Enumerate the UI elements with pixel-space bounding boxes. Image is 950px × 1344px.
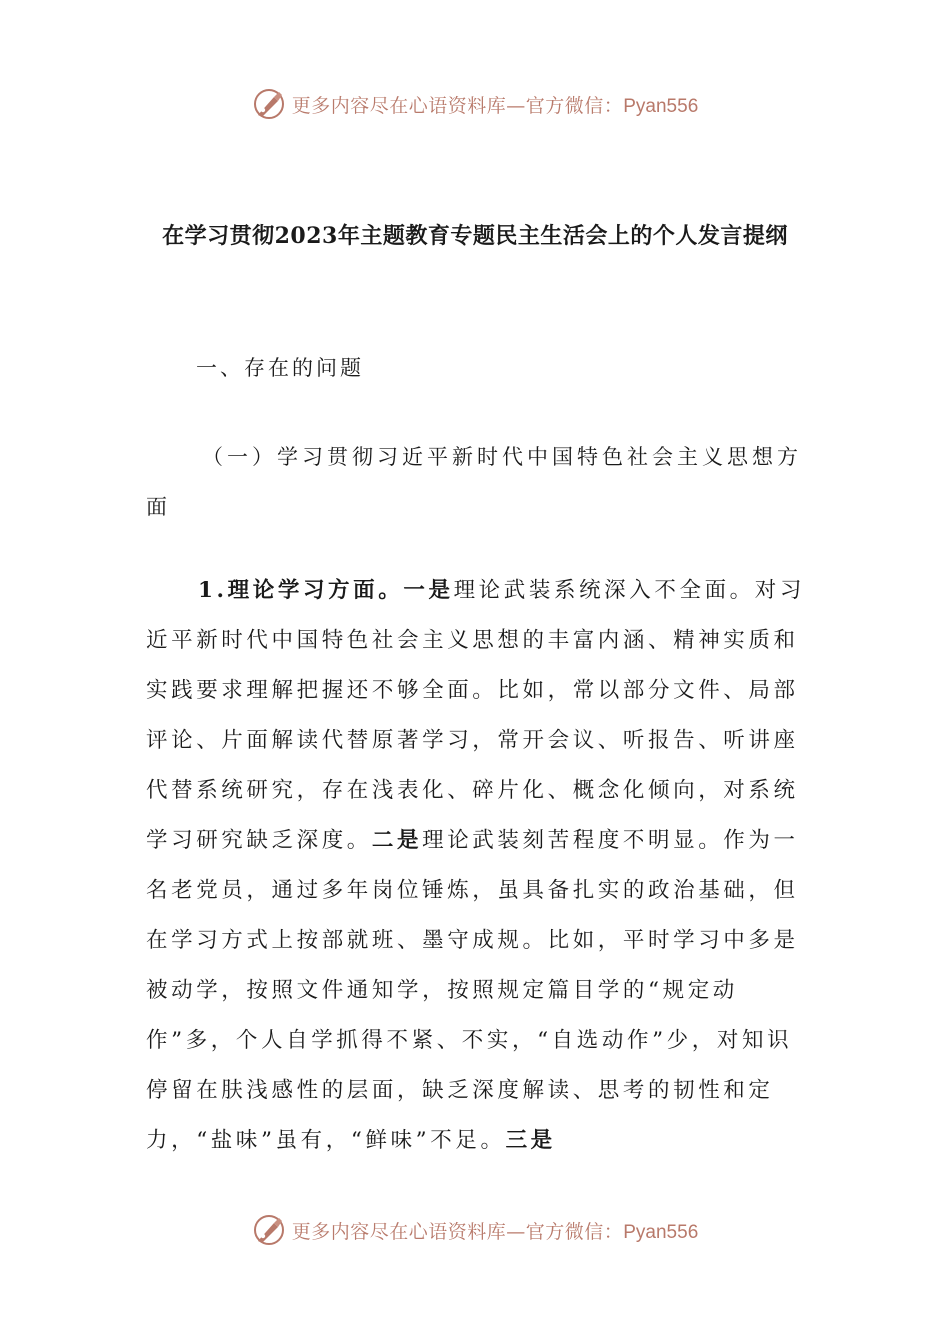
pen-nib-logo-icon (252, 1213, 286, 1247)
watermark-text: 更多内容尽在心语资料库—官方微信：Pyan556 (291, 1220, 699, 1243)
point-label-3: 三是 (505, 1128, 556, 1153)
point-label-2: 二是 (371, 828, 423, 853)
body-paragraph (146, 566, 808, 1166)
section-heading: 一、存在的问题 (196, 356, 364, 380)
watermark-text: 更多内容尽在心语资料库—官方微信：Pyan556 (291, 94, 699, 117)
point-text-2: 理论武装刻苦程度不明显。作为一名老党员，通过多年岗位锤炼，虽具备扎实的政治基础，但在学习方式上按部就班、墨守成规。比如，平时学习中多是被动学，按照文件通知学，按照规定篇目学的“规定动作”多，个人自学抓得不紧、不实，“自选动作”少，对知识停留在肤浅感性的层面，缺乏深度解读、思考的韧性和定力，“盐味”虽有，“鲜味”不足。 (146, 828, 799, 1153)
watermark-banner-bottom (0, 1206, 950, 1254)
document-title: 在学习贯彻2023年主题教育专题民主生活会上的个人发言提纲 (162, 223, 788, 249)
pen-nib-logo-icon (252, 87, 286, 121)
point-label-1: 一是 (403, 578, 454, 603)
paragraph-lead: 1.理论学习方面。 (198, 578, 404, 603)
subsection-heading: （一）学习贯彻习近平新时代中国特色社会主义思想方面 (146, 445, 802, 519)
watermark-banner-top (0, 80, 950, 128)
point-text-1: 理论武装系统深入不全面。对习近平新时代中国特色社会主义思想的丰富内涵、精神实质和实践要求理解把握还不够全面。比如，常以部分文件、局部评论、片面解读代替原著学习，常开会议、听报告、听讲座代替系统研究，存在浅表化、碎片化、概念化倾向，对系统学习研究缺乏深度。 (146, 578, 805, 853)
